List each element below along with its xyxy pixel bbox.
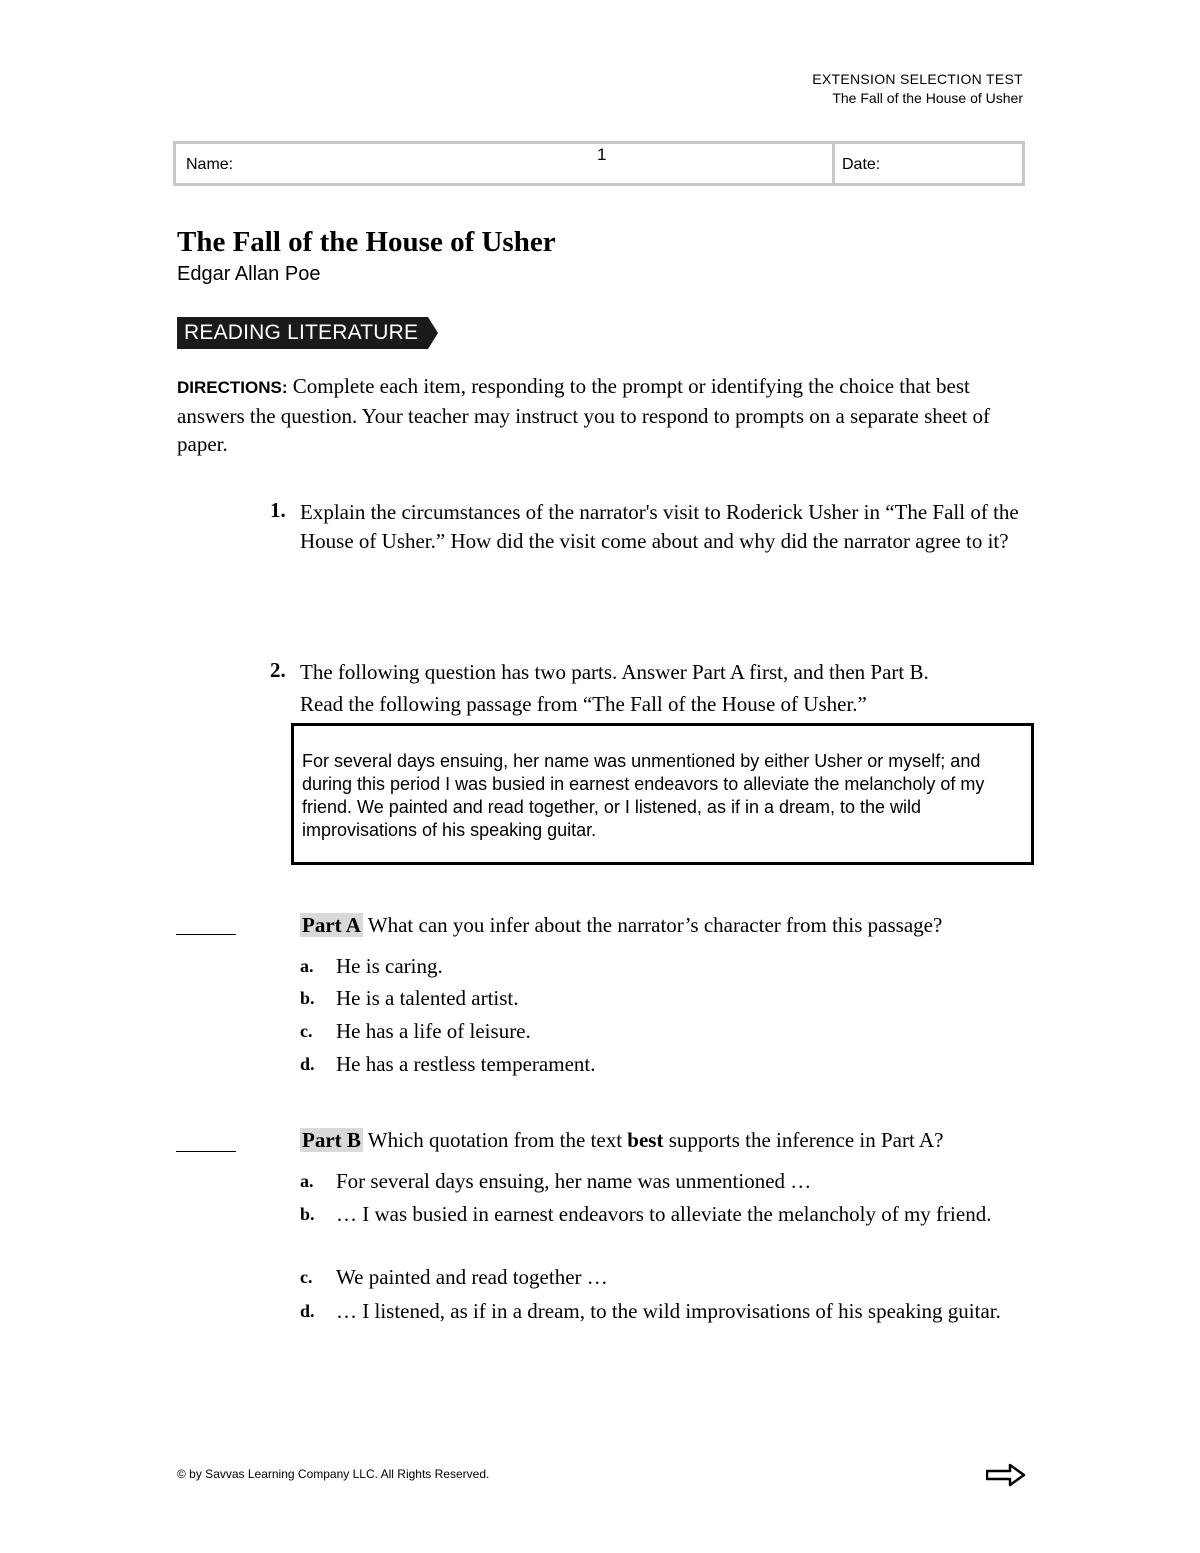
name-label: Name: [186, 156, 234, 173]
header-test-type: EXTENSION SELECTION TEST [812, 71, 1023, 87]
page-title: The Fall of the House of Usher [177, 226, 556, 258]
part-a-option[interactable] [300, 983, 1020, 1014]
option-text: For several days ensuing, her name was unmentioned … [336, 1169, 812, 1193]
option-letter: c. [300, 1267, 313, 1287]
option-letter: a. [300, 956, 314, 976]
name-field[interactable] [176, 144, 835, 183]
part-b-question-start: Which quotation from the text [362, 1128, 628, 1152]
part-a-option[interactable] [300, 1049, 1020, 1080]
question-2-text: The following question has two parts. Answer Part A first, and then Part B. [300, 660, 929, 684]
part-a-question: What can you infer about the narrator’s character from this passage? [362, 913, 943, 937]
directions [177, 372, 1017, 458]
option-letter: c. [300, 1021, 313, 1041]
option-letter: d. [300, 1054, 315, 1074]
section-banner-label: READING LITERATURE [184, 321, 419, 344]
option-letter: d. [300, 1301, 315, 1321]
part-b-option[interactable] [300, 1262, 1020, 1293]
part-a-tag: Part A [302, 913, 361, 937]
part-a-answer-blank[interactable] [176, 934, 236, 935]
passage-lead: Read the following passage from “The Fall of the House of Usher.” [300, 692, 867, 716]
date-label: Date: [842, 156, 881, 173]
copyright-notice: © by Savvas Learning Company LLC. All Rights Reserved. [177, 1467, 490, 1481]
header-selection-title: The Fall of the House of Usher [832, 90, 1023, 106]
page-number: 1 [597, 145, 607, 164]
directions-label: DIRECTIONS: [177, 378, 288, 397]
part-b-option[interactable] [300, 1199, 1020, 1230]
right-arrow-icon[interactable] [986, 1463, 1026, 1492]
question-1-number: 1. [270, 498, 286, 522]
part-b-option[interactable] [300, 1166, 1020, 1197]
part-a-option[interactable] [300, 951, 1020, 982]
part-b-answer-blank[interactable] [176, 1151, 236, 1152]
part-a-option[interactable] [300, 1016, 1020, 1047]
author-name: Edgar Allan Poe [177, 263, 321, 285]
option-text: He has a restless temperament. [336, 1052, 596, 1076]
part-b-prompt [300, 1128, 943, 1153]
directions-text: Complete each item, responding to the prompt or identifying the choice that best answers the question. Your teacher may instruct you to respond to prompts on a separate sheet of paper. [177, 374, 990, 456]
passage-box [291, 723, 1034, 865]
option-text: He has a life of leisure. [336, 1019, 531, 1043]
option-letter: a. [300, 1171, 314, 1191]
option-text: He is caring. [336, 954, 443, 978]
part-b-tag: Part B [302, 1128, 361, 1152]
question-2-number: 2. [270, 658, 286, 682]
option-letter: b. [300, 988, 315, 1008]
option-text: … I was busied in earnest endeavors to alleviate the melancholy of my friend. [336, 1202, 992, 1226]
option-text: … I listened, as if in a dream, to the wild improvisations of his speaking guitar. [336, 1299, 1001, 1323]
name-date-box [173, 141, 1025, 186]
part-b-question-end: supports the inference in Part A? [663, 1128, 944, 1152]
part-a-prompt [300, 913, 942, 938]
banner-arrow-icon [428, 317, 438, 349]
question-1-text: Explain the circumstances of the narrator's visit to Roderick Usher in “The Fall of the House of Usher.” How did the visit come about and why did the narrator agree to it? [300, 500, 1019, 553]
passage-text: For several days ensuing, her name was unmentioned by either Usher or myself; and during this period I was busied in earnest endeavors to alleviate the melancholy of my friend. We painted and read together, or I listened, as if in a dream, to the wild improvisations of his speaking guitar. [302, 751, 985, 840]
option-text: We painted and read together … [336, 1265, 608, 1289]
option-letter: b. [300, 1204, 315, 1224]
option-text: He is a talented artist. [336, 986, 519, 1010]
part-b-question-emphasis: best [627, 1128, 664, 1152]
part-b-option[interactable] [300, 1296, 1020, 1327]
section-banner [177, 317, 428, 349]
